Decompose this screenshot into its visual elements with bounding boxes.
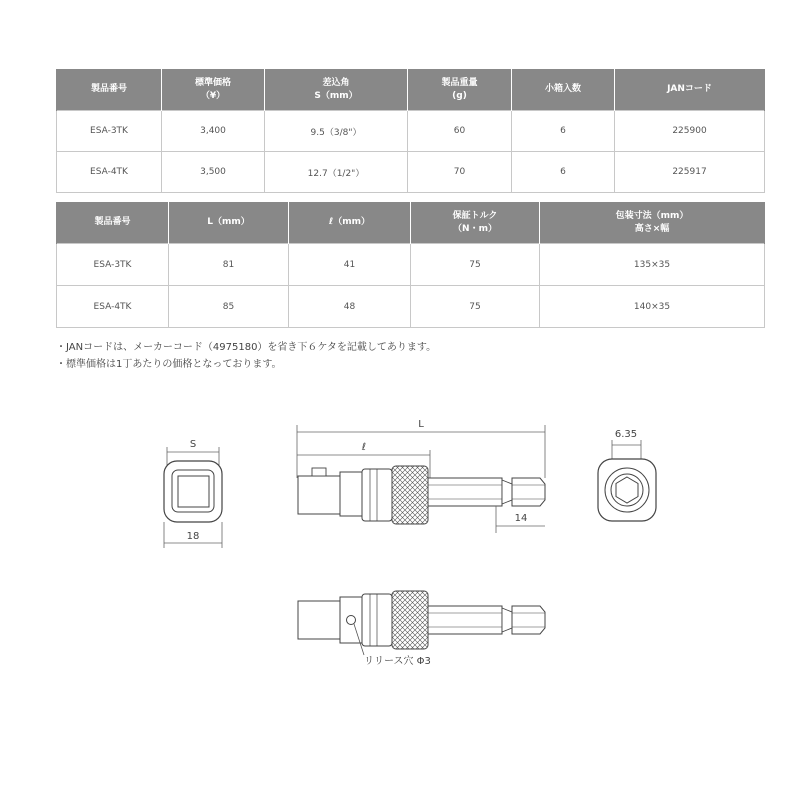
header-drive-size: 差込角 S（mm） [265, 69, 408, 111]
cell-drive-size: 9.5（3/8"） [265, 111, 408, 152]
cell-product-number: ESA-4TK [57, 286, 169, 328]
cell-jan-code: 225900 [615, 111, 765, 152]
dimension-18-label: 18 [186, 531, 200, 542]
knurled-sleeve [392, 466, 428, 524]
cell-box-quantity: 6 [512, 111, 615, 152]
cell-length-l: 85 [169, 286, 289, 328]
cell-weight: 60 [408, 111, 512, 152]
cell-length-l: 81 [169, 244, 289, 286]
dimension-s-label: S [189, 439, 197, 450]
dimension-14-label: 14 [514, 513, 528, 524]
header-torque: 保証トルク （N・m） [411, 202, 540, 244]
release-hole-label: リリース穴 Φ3 [364, 656, 431, 667]
header-package-size: 包装寸法（mm） 高さ×幅 [540, 202, 765, 244]
dimension-635-label: 6.35 [614, 429, 638, 440]
cell-product-number: ESA-3TK [57, 111, 162, 152]
adaptor-side-view [297, 419, 545, 533]
square-drive-body [298, 476, 340, 514]
header-price: 標準価格 （¥） [162, 69, 265, 111]
adaptor-release-hole-view [298, 591, 545, 667]
release-hole [347, 616, 356, 625]
dimension-ell-label: ℓ [361, 442, 367, 453]
cell-torque: 75 [411, 244, 540, 286]
dimension-l-label: L [418, 419, 424, 430]
header-length-ell: ℓ（mm） [289, 202, 411, 244]
cell-price: 3,500 [162, 152, 265, 193]
cell-weight: 70 [408, 152, 512, 193]
header-product-number: 製品番号 [57, 69, 162, 111]
cell-torque: 75 [411, 286, 540, 328]
header-product-number: 製品番号 [57, 202, 169, 244]
cell-package-size: 135×35 [540, 244, 765, 286]
cell-product-number: ESA-4TK [57, 152, 162, 193]
header-jan-code: JANコード [615, 69, 765, 111]
cell-price: 3,400 [162, 111, 265, 152]
header-length-l: L（mm） [169, 202, 289, 244]
cell-drive-size: 12.7（1/2"） [265, 152, 408, 193]
hex-shank [428, 478, 502, 506]
hex-end-view [598, 429, 656, 521]
header-box-quantity: 小箱入数 [512, 69, 615, 111]
cell-length-ell: 48 [289, 286, 411, 328]
note-jan-code: ・JANコードは、メーカーコード（4975180）を省き下６ケタを記載してあります。 [56, 342, 437, 353]
cell-box-quantity: 6 [512, 152, 615, 193]
cell-jan-code: 225917 [615, 152, 765, 193]
header-weight: 製品重量 (g) [408, 69, 512, 111]
square-drive [178, 476, 209, 507]
socket-end-view [164, 439, 222, 548]
cell-product-number: ESA-3TK [57, 244, 169, 286]
cell-package-size: 140×35 [540, 286, 765, 328]
hex-bit-tip [512, 478, 545, 506]
note-price: ・標準価格は1丁あたりの価格となっております。 [56, 359, 282, 370]
cell-length-ell: 41 [289, 244, 411, 286]
